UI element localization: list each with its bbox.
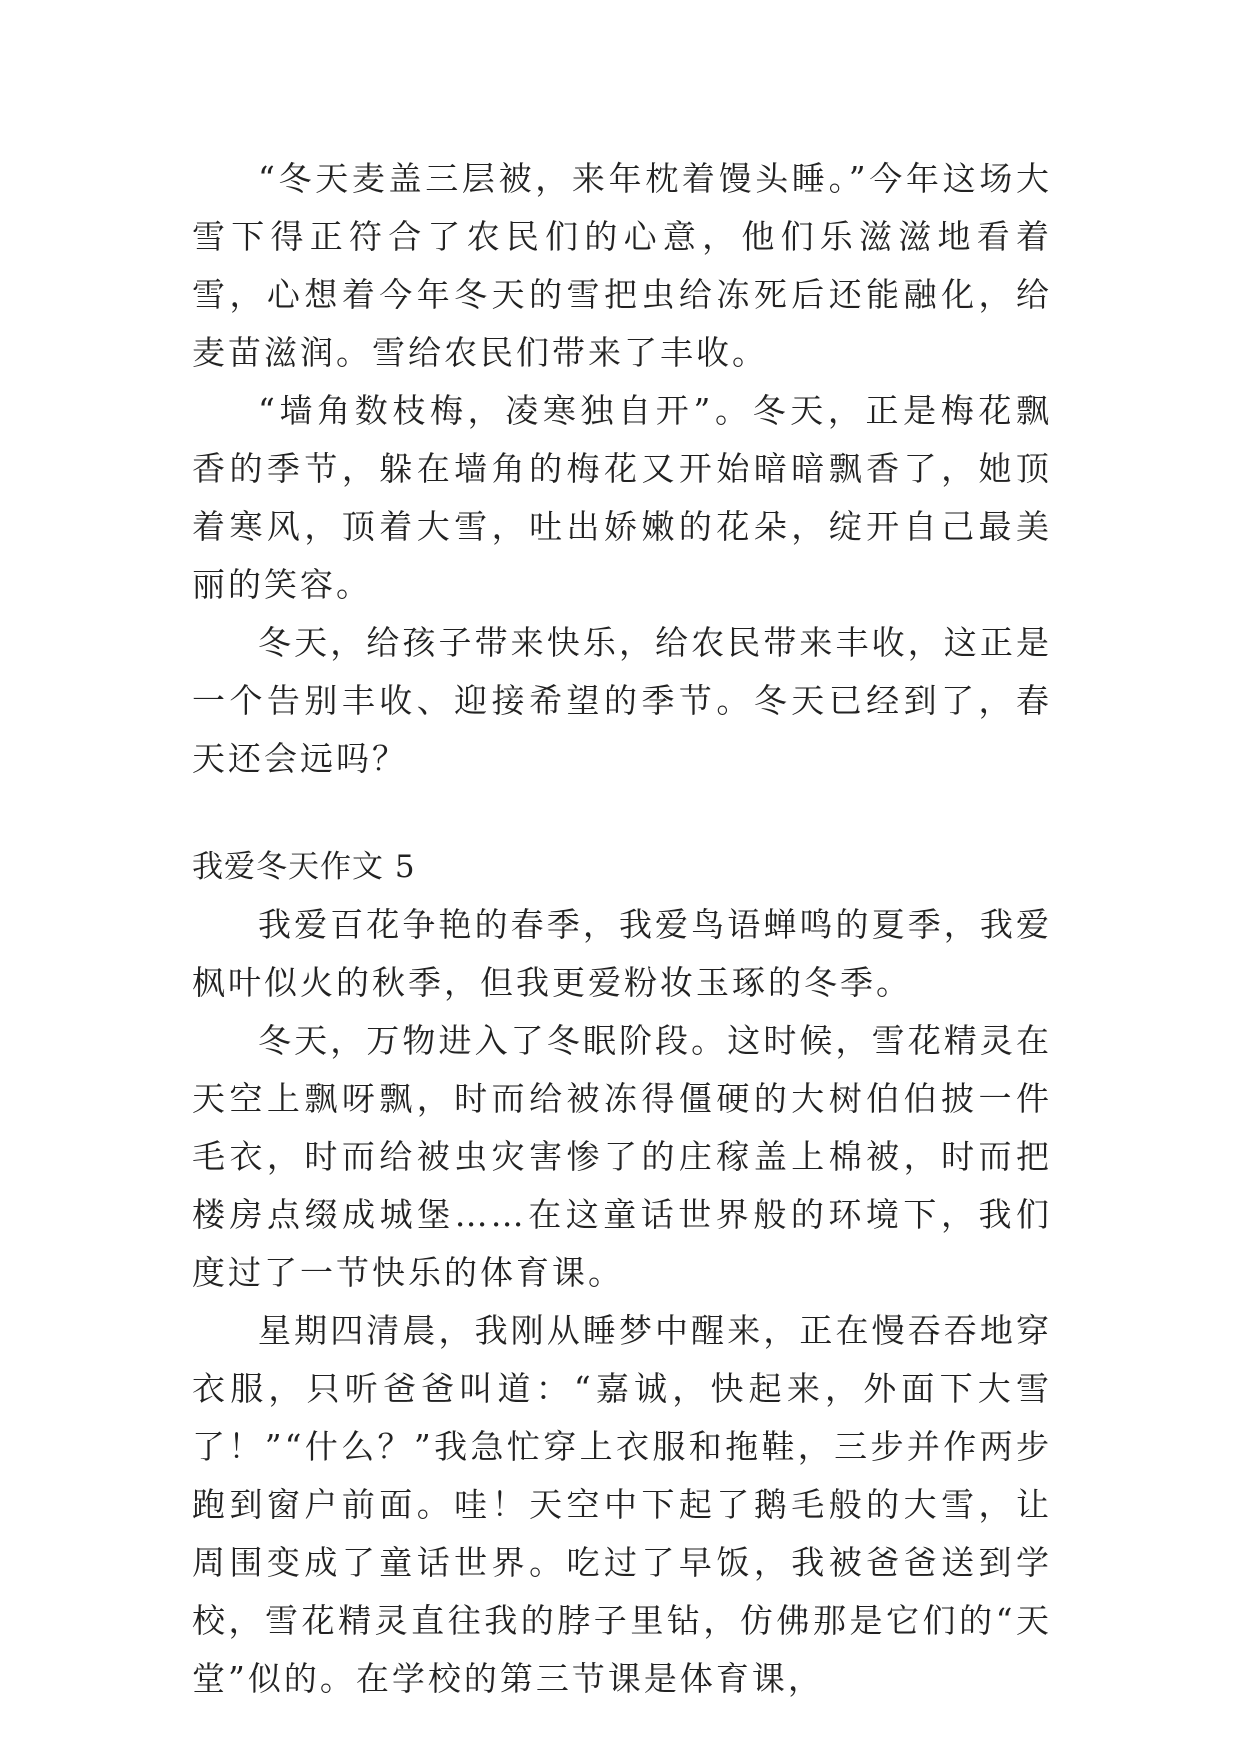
paragraph-seasons: 我爱百花争艳的春季，我爱鸟语蝉鸣的夏季，我爱枫叶似火的秋季，但我更爱粉妆玉琢的冬季。	[192, 905, 1052, 1002]
paragraph-snow-spirits: 冬天，万物进入了冬眠阶段。这时候，雪花精灵在天空上飘呀飘，时而给被冻得僵硬的大树伯伯披一件毛衣，时而给被虫灾害惨了的庄稼盖上棉被，时而把楼房点缀成城堡……在这童话世界般的环境下，我们度过了一节快乐的体育课。	[192, 1021, 1052, 1292]
paragraph-plum-blossom: “墙角数枝梅，凌寒独自开”。冬天，正是梅花飘香的季节，躲在墙角的梅花又开始暗暗飘香了，她顶着寒风，顶着大雪，吐出娇嫩的花朵，绽开自己最美丽的笑容。	[192, 391, 1052, 604]
essay-title: 我爱冬天作文 5	[192, 849, 416, 885]
paragraph-winter-wheat: “冬天麦盖三层被，来年枕着馒头睡。”今年这场大雪下得正符合了农民们的心意，他们乐滋滋地看着雪，心想着今年冬天的雪把虫给冻死后还能融化，给麦苗滋润。雪给农民们带来了丰收。	[192, 159, 1052, 372]
paragraph-winter-summary: 冬天，给孩子带来快乐，给农民带来丰收，这正是一个告别丰收、迎接希望的季节。冬天已经到了，春天还会远吗？	[192, 623, 1052, 778]
document-page	[192, 150, 1052, 1708]
paragraph-thursday-morning: 星期四清晨，我刚从睡梦中醒来，正在慢吞吞地穿衣服，只听爸爸叫道：“嘉诚，快起来，外面下大雪了！”“什么？”我急忙穿上衣服和拖鞋，三步并作两步跑到窗户前面。哇！天空中下起了鹅毛般的大雪，让周围变成了童话世界。吃过了早饭，我被爸爸送到学校，雪花精灵直往我的脖子里钻，仿佛那是它们的“天堂”似的。在学校的第三节课是体育课，	[192, 1311, 1052, 1698]
